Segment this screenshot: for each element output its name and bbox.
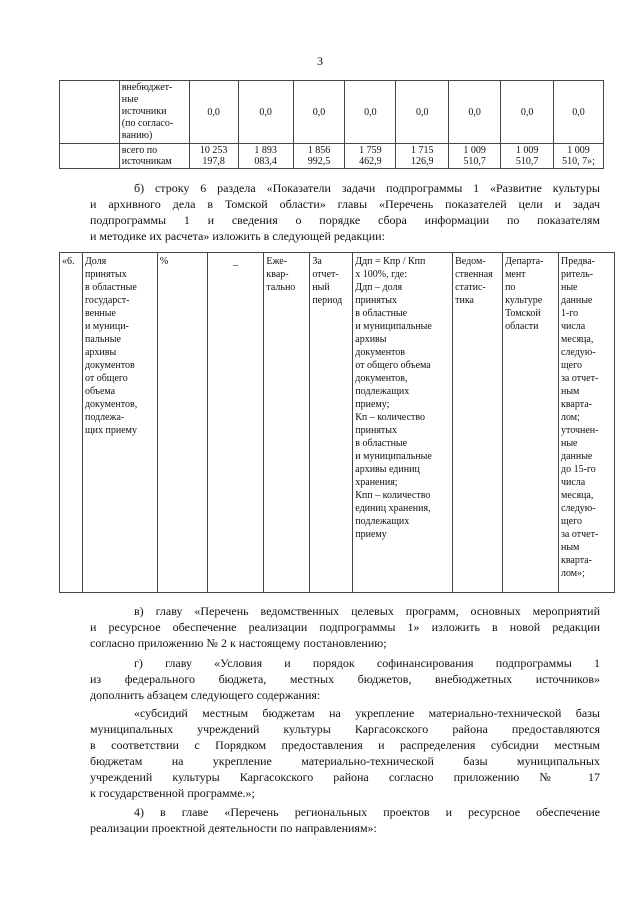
cell-line: щего: [560, 516, 582, 527]
cell-line: пальные: [84, 334, 121, 345]
cell-line: За: [312, 256, 322, 267]
formula-cell: [353, 253, 453, 593]
page-number: 3: [317, 54, 323, 68]
cell-line: хранения;: [355, 477, 398, 488]
cell-line: лом»;: [560, 568, 585, 579]
cell-line: документов,: [355, 373, 408, 384]
period-cell: [310, 253, 353, 593]
value-cell: [189, 81, 238, 144]
cell-line: %: [159, 256, 169, 267]
value-cell: [293, 81, 345, 144]
cell-line: 1 893: [254, 145, 277, 156]
cell-line: подлежащих: [355, 516, 410, 527]
cell-line: 1 009: [515, 145, 539, 156]
value-cell: [396, 81, 449, 144]
cell-line: лом;: [560, 412, 580, 423]
cell-line: следую-: [560, 347, 596, 358]
cell-line: статис-: [455, 282, 486, 293]
cell-line: и муници-: [84, 321, 129, 332]
value-cell: [501, 81, 554, 144]
cell-line: архивы единиц: [355, 464, 420, 475]
cell-line: тально: [266, 282, 296, 293]
cell-line: подлежа-: [84, 412, 125, 423]
cell-line: документов: [355, 347, 406, 358]
cell-line: и муниципальные: [355, 451, 432, 462]
cell-line: за отчет-: [560, 529, 599, 540]
cell-line: ные: [121, 94, 139, 105]
row-number-cell: [60, 253, 83, 593]
cell-line: числа: [560, 321, 586, 332]
source-cell: [453, 253, 503, 593]
cell-line: приему: [355, 529, 387, 540]
cell-line: кварта-: [560, 555, 592, 566]
value-cell: [293, 144, 345, 169]
cell-line: документов: [84, 360, 135, 371]
unit-cell: [157, 253, 207, 593]
cell-line: в областные: [355, 308, 408, 319]
cell-line: венные: [84, 308, 116, 319]
value-cell: [449, 144, 501, 169]
cell-line: месяца,: [560, 334, 594, 345]
cell-line: мент: [505, 269, 526, 280]
cell-line: ванию): [121, 130, 153, 141]
value-cell: [449, 81, 501, 144]
cell-line: 510, 7»;: [562, 156, 595, 167]
paragraph-b: б) строку 6 раздела «Показатели задачи подпрограммы 1 «Развитие культуры и архивного дела в Томской области» главы «Перечень показателей цели и задач подпрограммы 1 и сведения о порядке сбора информации по показателям и методике их расчета» изложить в следующей редакции:: [90, 181, 600, 243]
cell-line: 510,7: [463, 156, 486, 167]
cell-line: Департа-: [505, 256, 544, 267]
deadline-cell: [558, 253, 614, 593]
financing-table-fragment: [59, 80, 604, 169]
cell-line: 0,0: [312, 106, 326, 118]
cell-line: до 15-го: [560, 464, 596, 475]
cell-line: 197,8: [202, 156, 225, 167]
value-cell: [345, 81, 396, 144]
cell-line: Доля: [84, 256, 107, 267]
cell-line: 0,0: [364, 106, 377, 118]
cell-line: Предва-: [560, 256, 595, 267]
cell-line: принятых: [84, 269, 127, 280]
cell-line: 0,0: [416, 106, 429, 118]
cell-line: период: [312, 295, 343, 306]
paragraph-4: 4) в главе «Перечень региональных проектов и ресурсное обеспечение реализации проектной деятельности по направлениям»:: [90, 805, 600, 835]
cell-line: и муниципальные: [355, 321, 432, 332]
table-row: [60, 253, 615, 593]
cell-line: архивы: [84, 347, 117, 358]
cell-line: источникам: [121, 156, 172, 167]
cell-line: 1 009: [463, 145, 486, 156]
value-cell: [396, 144, 449, 169]
cell-line: объема: [84, 386, 116, 397]
cell-line: 0,0: [259, 106, 272, 118]
indicator-name-cell: [82, 253, 157, 593]
cell-line: 1 856: [307, 145, 331, 156]
cell-line: 1 759: [359, 145, 382, 156]
cell-line: 10 253: [199, 145, 228, 156]
cell-line: числа: [560, 477, 586, 488]
cell-line: данные: [560, 295, 593, 306]
cell-line: государст-: [84, 295, 130, 306]
cell-line: по: [505, 282, 516, 293]
cell-line: внебюджет-: [121, 82, 173, 93]
cell-line: культуре: [505, 295, 543, 306]
cell-line: 992,5: [307, 156, 331, 167]
paragraph-quote: «субсидий местным бюджетам на укрепление материально-технической базы муниципальных учреждений культуры Каргасокского района предоставляются в соответствии с Порядком предоставления и распределения субсидии местным бюджетам на укрепление материально-технической базы муниципальных учреждений культуры Каргасокского района согласно приложению № 17 к государственной программе.»;: [90, 706, 600, 800]
cell-line: 462,9: [359, 156, 382, 167]
cell-line: уточнен-: [560, 425, 599, 436]
cell-line: всего по: [121, 145, 158, 156]
cell-line: 0,0: [468, 106, 481, 118]
cell-line: подлежащих: [355, 386, 410, 397]
cell-line: 1-го: [560, 308, 579, 319]
cell-line: 083,4: [254, 156, 277, 167]
cell-line: 126,9: [411, 156, 434, 167]
cell-line: Кпп – количество: [355, 490, 431, 501]
cell-line: данные: [560, 451, 593, 462]
cell-line: месяца,: [560, 490, 594, 501]
cell-line: принятых: [355, 295, 398, 306]
cell-line: ные: [560, 438, 578, 449]
cell-line: х 100%, где:: [355, 269, 408, 280]
cell-line: в областные: [84, 282, 137, 293]
cell-line: ным: [560, 542, 580, 553]
cell-line: щего: [560, 360, 582, 371]
cell-line: щих приему: [84, 425, 137, 436]
paragraph-v: в) главу «Перечень ведомственных целевых программ, основных мероприятий и ресурсное обеспечение реализации подпрограммы 1» изложить в новой редакции согласно приложению № 2 к настоящему постановлению;: [90, 604, 600, 650]
empty-cell: [60, 81, 120, 144]
cell-line: источники: [121, 106, 167, 117]
table-row: [60, 81, 604, 144]
value-cell: [238, 144, 293, 169]
cell-line: «6.: [62, 256, 75, 267]
cell-line: в областные: [355, 438, 408, 449]
cell-line: ные: [560, 282, 578, 293]
value-cell: [501, 144, 554, 169]
indicator-table: [59, 252, 615, 593]
value-cell: [554, 81, 604, 144]
cell-line: отчет-: [312, 269, 339, 280]
cell-line: (по согласо-: [121, 118, 174, 129]
row-label: [119, 81, 189, 144]
cell-line: Ддп = Кпр / Кпп: [355, 256, 426, 267]
cell-line: Ддп – доля: [355, 282, 403, 293]
cell-line: 1 009: [567, 145, 590, 156]
cell-line: архивы: [355, 334, 387, 345]
cell-line: 510,7: [515, 156, 539, 167]
paragraph-g: г) главу «Условия и порядок софинансирования подпрограммы 1 из федерального бюджета, местных бюджетов, внебюджетных источников» дополнить абзацем следующего содержания:: [90, 656, 600, 702]
row-label: [119, 144, 189, 169]
periodicity-cell: [264, 253, 310, 593]
cell-line: документов,: [84, 399, 138, 410]
value-cell: [238, 81, 293, 144]
cell-line: 0,0: [520, 106, 534, 118]
cell-line: тика: [455, 295, 474, 306]
cell-line: кварта-: [560, 399, 592, 410]
cell-line: ритель-: [560, 269, 594, 280]
empty-cell: [60, 144, 120, 169]
cell-line: приему;: [355, 399, 390, 410]
cell-line: ным: [560, 386, 580, 397]
responsible-cell: [503, 253, 559, 593]
cell-line: от общего: [84, 373, 128, 384]
cell-line: единиц хранения,: [355, 503, 431, 514]
cell-line: ственная: [455, 269, 493, 280]
value-cell: [345, 144, 396, 169]
cell-line: Кп – количество: [355, 412, 426, 423]
cell-line: за отчет-: [560, 373, 599, 384]
dash-cell: [207, 253, 264, 593]
cell-line: следую-: [560, 503, 596, 514]
cell-line: области: [505, 321, 539, 332]
table-row: [60, 144, 604, 169]
cell-line: 0,0: [572, 106, 585, 118]
cell-line: Еже-: [266, 256, 288, 267]
cell-line: Ведом-: [455, 256, 486, 267]
cell-line: Томской: [505, 308, 541, 319]
value-cell: [189, 144, 238, 169]
cell-line: от общего объема: [355, 360, 431, 371]
cell-line: _: [233, 256, 239, 267]
cell-line: 0,0: [207, 106, 220, 118]
cell-line: 1 715: [411, 145, 434, 156]
cell-line: принятых: [355, 425, 398, 436]
cell-line: ный: [312, 282, 330, 293]
value-cell: [554, 144, 604, 169]
cell-line: квар-: [266, 269, 289, 280]
